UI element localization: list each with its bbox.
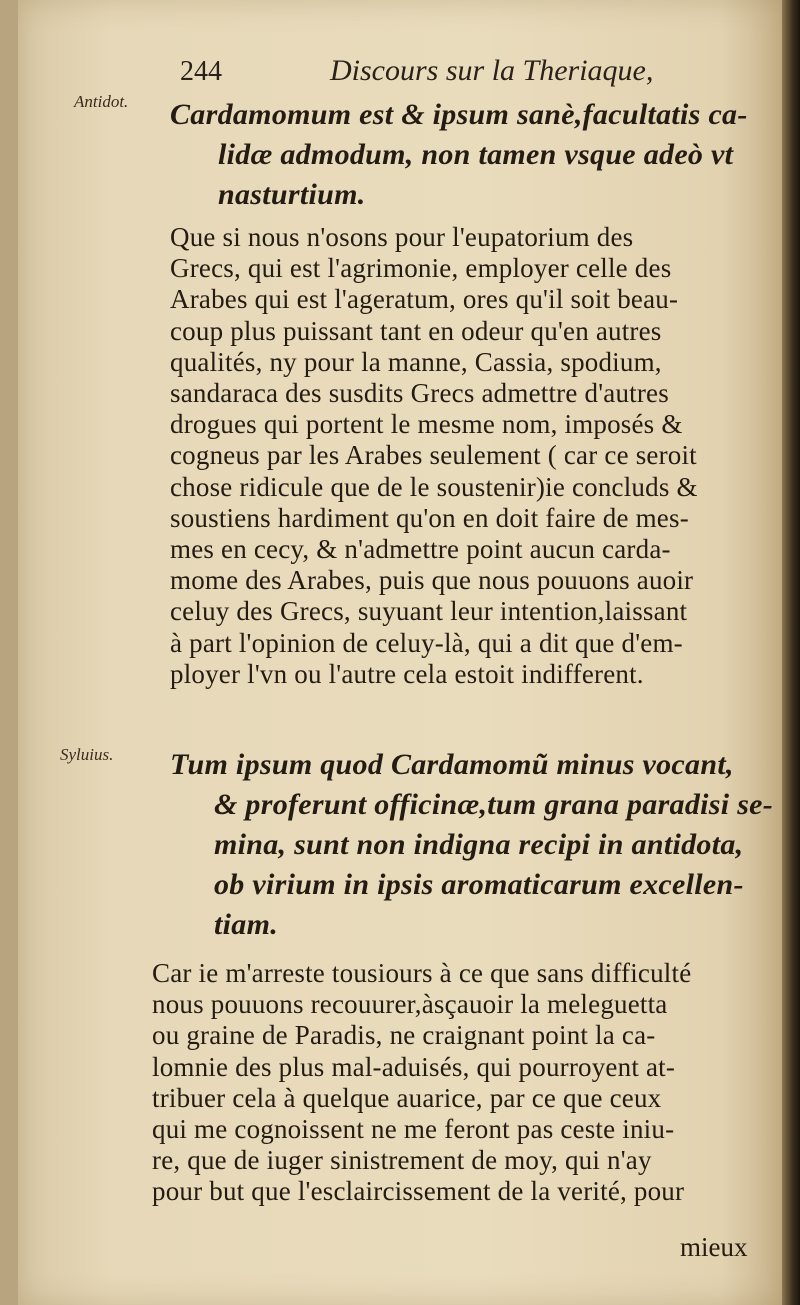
page-number: 244 <box>180 56 222 87</box>
quote-line: nasturtium. <box>218 178 366 211</box>
text-line: sandaraca des susdits Grecs admettre d'autres <box>170 378 669 409</box>
catchword: mieux <box>680 1232 748 1262</box>
margin-note-sylvius: Syluius. <box>60 745 114 764</box>
quote-line: Cardamomum est & ipsum sanè,facultatis ca- <box>170 98 748 131</box>
quote-line: ob virium in ipsis aromaticarum excellen- <box>214 868 744 901</box>
quote-line: tiam. <box>214 908 279 941</box>
quote-line: Tum ipsum quod Cardamomũ minus vocant, <box>170 748 734 781</box>
text-line: qui me cognoissent ne me feront pas ceste iniu- <box>152 1114 675 1145</box>
text-line: drogues qui portent le mesme nom, imposés & <box>170 409 683 440</box>
book-page <box>18 0 782 1305</box>
text-line: chose ridicule que de le soustenir)ie concluds & <box>170 471 698 502</box>
text-line: à part l'opinion de celuy-là, qui a dit que d'em- <box>170 627 683 658</box>
latin-quote-sylvius <box>170 745 773 945</box>
quote-line: & proferunt officinæ,tum grana paradisi se- <box>214 788 774 821</box>
text-line: celuy des Grecs, suyuant leur intention,laissant <box>170 596 688 627</box>
text-line: coup plus puissant tant en odeur qu'en autres <box>170 315 662 346</box>
text-line: Arabes qui est l'ageratum, ores qu'il soit beau- <box>170 284 679 315</box>
text-line: mome des Arabes, puis que nous pouuons auoir <box>170 565 694 596</box>
paragraph-meleguetta <box>152 958 691 1208</box>
text-line: tribuer cela à quelque auarice, par ce que ceux <box>152 1082 662 1113</box>
margin-note-antidot: Antidot. <box>74 92 129 111</box>
text-line: soustiens hardiment qu'on en doit faire de mes- <box>170 502 689 533</box>
text-line: ou graine de Paradis, ne craignant point la ca- <box>152 1020 656 1051</box>
text-line: nous pouuons recouurer,àsçauoir la meleguetta <box>152 989 668 1020</box>
quote-line: mina, sunt non indigna recipi in antidota, <box>214 828 744 861</box>
text-line: re, que de iuger sinistrement de moy, qui n'ay <box>152 1145 652 1176</box>
running-title: Discours sur la Theriaque, <box>330 54 654 87</box>
text-line: cogneus par les Arabes seulement ( car ce seroit <box>170 440 697 471</box>
page-header <box>18 52 782 92</box>
paragraph-eupatorium <box>170 222 698 690</box>
book-edge-shadow <box>782 0 800 1305</box>
text-line: pour but que l'esclaircissement de la verité, pour <box>152 1176 685 1207</box>
text-line: ployer l'vn ou l'autre cela estoit indifferent. <box>170 658 644 689</box>
text-line: qualités, ny pour la manne, Cassia, spodium, <box>170 346 662 377</box>
text-line: Que si nous n'osons pour l'eupatorium des <box>170 222 634 252</box>
text-line: Grecs, qui est l'agrimonie, employer celle des <box>170 253 672 284</box>
text-line: mes en cecy, & n'admettre point aucun carda- <box>170 534 671 565</box>
quote-line: lidæ admodum, non tamen vsque adeò vt <box>218 138 734 171</box>
text-line: lomnie des plus mal-aduisés, qui pourroyent at- <box>152 1051 676 1082</box>
text-line: Car ie m'arreste tousiours à ce que sans difficulté <box>152 958 692 988</box>
latin-quote-cardamomum <box>170 95 748 215</box>
